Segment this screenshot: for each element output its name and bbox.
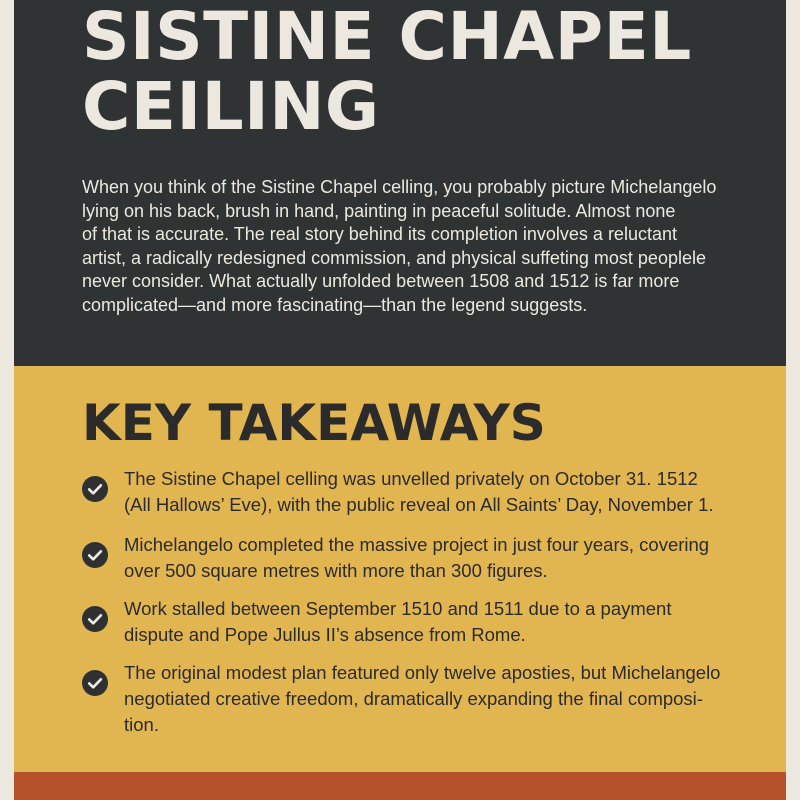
takeaway-line: The original modest plan featured only twelve aposties, but Michelangelo <box>124 662 721 683</box>
check-circle-icon <box>82 476 108 502</box>
takeaway-text <box>124 532 774 584</box>
check-circle-icon <box>82 542 108 568</box>
page-title-line-2: CEILING <box>82 68 380 145</box>
page-title <box>82 0 692 145</box>
hero-section <box>14 0 786 366</box>
takeaway-line: (All Hallows’ Eve), with the public reveal on All Saints’ Day, November 1. <box>124 494 714 515</box>
page-title-line-1: SISTINE CHAPEL <box>82 0 692 75</box>
takeaway-line: negotiated creative freedom, dramatically expanding the final composi- <box>124 688 703 709</box>
takeaway-line: tion. <box>124 714 159 735</box>
takeaway-text <box>124 466 774 518</box>
takeaway-line: The Sistine Chapel celling was unvelled privately on October 31. 1512 <box>124 468 698 489</box>
intro-line-4: artist, a radically redesigned commission, and physical suffeting most peoplele <box>82 247 706 268</box>
takeaway-text <box>124 596 774 648</box>
takeaway-line: Michelangelo completed the massive project in just four years, covering <box>124 534 710 555</box>
article-page <box>14 0 786 800</box>
takeaway-text <box>124 660 774 738</box>
intro-line-6: complicated—and more fascinating—than the legend suggests. <box>82 294 588 315</box>
key-takeaways-section <box>14 366 786 772</box>
check-circle-icon <box>82 670 108 696</box>
intro-line-2: lying on his back, brush in hand, painting in peaceful solitude. Almost none <box>82 200 676 221</box>
intro-paragraph <box>82 176 768 318</box>
footer-color-band <box>14 772 786 800</box>
intro-line-3: of that is accurate. The real story behind its completion involves a reluctant <box>82 224 677 245</box>
takeaway-line: over 500 square metres with more than 300 figures. <box>124 560 548 581</box>
intro-line-5: never consider. What actually unfolded between 1508 and 1512 is far more <box>82 271 680 292</box>
takeaway-line: Work stalled between September 1510 and 1511 due to a payment <box>124 598 672 619</box>
check-circle-icon <box>82 606 108 632</box>
key-takeaways-heading: KEY TAKEAWAYS <box>82 394 546 452</box>
takeaway-line: dispute and Pope Jullus II’s absence from Rome. <box>124 624 526 645</box>
intro-line-1: When you think of the Sistine Chapel celling, you probably picture Michelangelo <box>82 177 717 197</box>
